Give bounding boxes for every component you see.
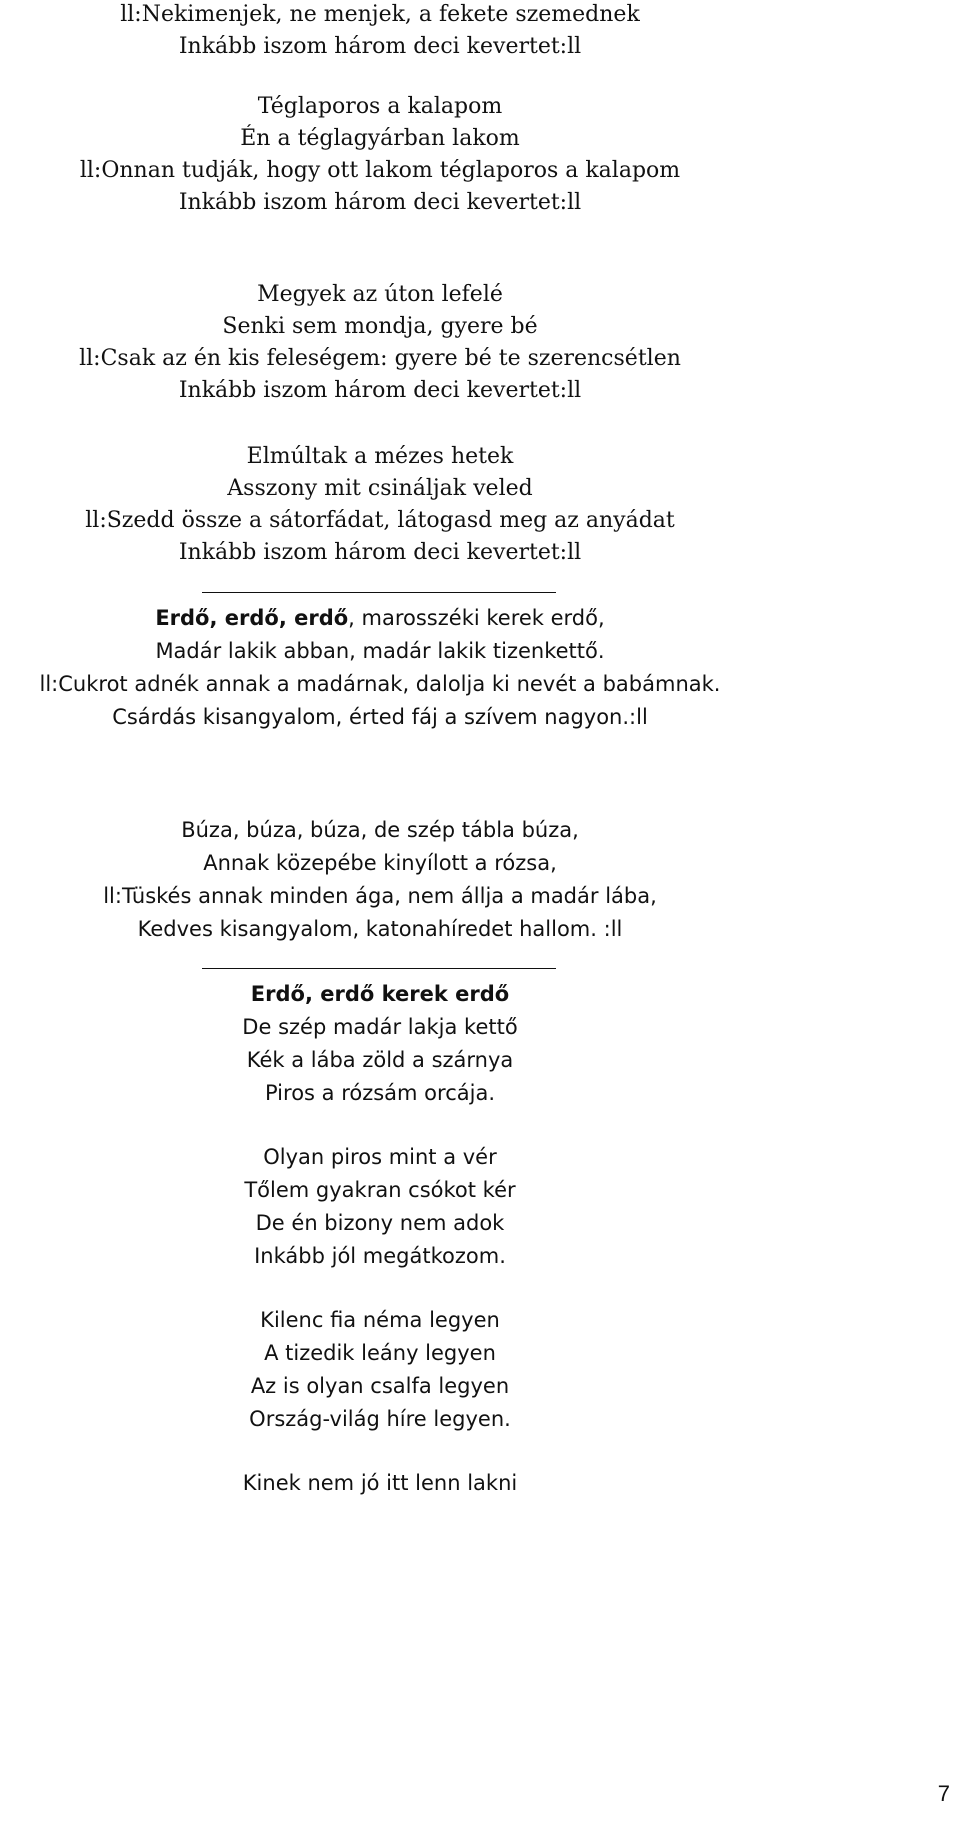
verse-line: Ország-világ híre legyen. [249,1407,511,1431]
verse-line: A tizedik leány legyen [264,1341,496,1365]
verse-line: Megyek az úton lefelé [257,282,503,307]
verse-line: Annak közepébe kinyílott a rózsa, [203,851,557,875]
verse-line: ll:Csak az én kis feleségem: gyere bé te szerencsétlen [79,346,681,371]
verse-line: Senki sem mondja, gyere bé [222,314,538,339]
verse-line: Tőlem gyakran csókot kér [244,1178,516,1202]
verse-line: ll:Cukrot adnék annak a madárnak, dalolja ki nevét a babámnak. [39,672,721,696]
verse-line: Téglaporos a kalapom [257,94,503,119]
verse-line: Búza, búza, búza, de szép tábla búza, [181,818,579,842]
verse-line: Inkább iszom három deci kevertet:ll [178,378,582,403]
verse-line: Inkább jól megátkozom. [254,1244,506,1268]
verse-line: Kinek nem jó itt lenn lakni [242,1471,518,1495]
verse-line: Kék a lába zöld a szárnya [246,1048,514,1072]
verse-line: ll:Onnan tudják, hogy ott lakom téglaporos a kalapom [79,158,681,183]
verse-line: Kilenc fia néma legyen [260,1308,500,1332]
verse-line: ll:Tüskés annak minden ága, nem állja a madár lába, [103,884,657,908]
verse-line: ll:Nekimenjek, ne menjek, a fekete szemednek [120,2,640,27]
verse-line: Piros a rózsám orcája. [264,1081,495,1105]
verse-line: Olyan piros mint a vér [263,1145,497,1169]
verse-line: Inkább iszom három deci kevertet:ll [178,540,582,565]
verse-line: De én bizony nem adok [255,1211,505,1235]
verse-line: Csárdás kisangyalom, érted fáj a szívem nagyon.:ll [112,705,648,729]
verse-line: Inkább iszom három deci kevertet:ll [178,34,582,59]
verse-line: Elmúltak a mézes hetek [246,444,514,469]
song2-first-line [0,603,760,633]
song4-title: Erdő, erdő kerek erdő [250,982,510,1006]
song2-bold-title: Erdő, erdő, erdő [155,606,349,630]
verse-line: De szép madár lakja kettő [242,1015,518,1039]
verse-line: Asszony mit csináljak veled [227,476,533,501]
verse-line: Az is olyan csalfa legyen [250,1374,510,1398]
verse-line: Én a téglagyárban lakom [240,126,520,151]
verse-line: Madár lakik abban, madár lakik tizenkettő. [155,639,605,663]
section-divider [202,968,556,969]
verse-line: Kedves kisangyalom, katonahíredet hallom. :ll [137,917,623,941]
section-divider [202,592,556,593]
page-number: 7 [937,1781,950,1806]
verse-line: Inkább iszom három deci kevertet:ll [178,190,582,215]
verse-line: ll:Szedd össze a sátorfádat, látogasd meg az anyádat [85,508,675,533]
song2-first-line-rest: , marosszéki kerek erdő, [348,606,605,630]
